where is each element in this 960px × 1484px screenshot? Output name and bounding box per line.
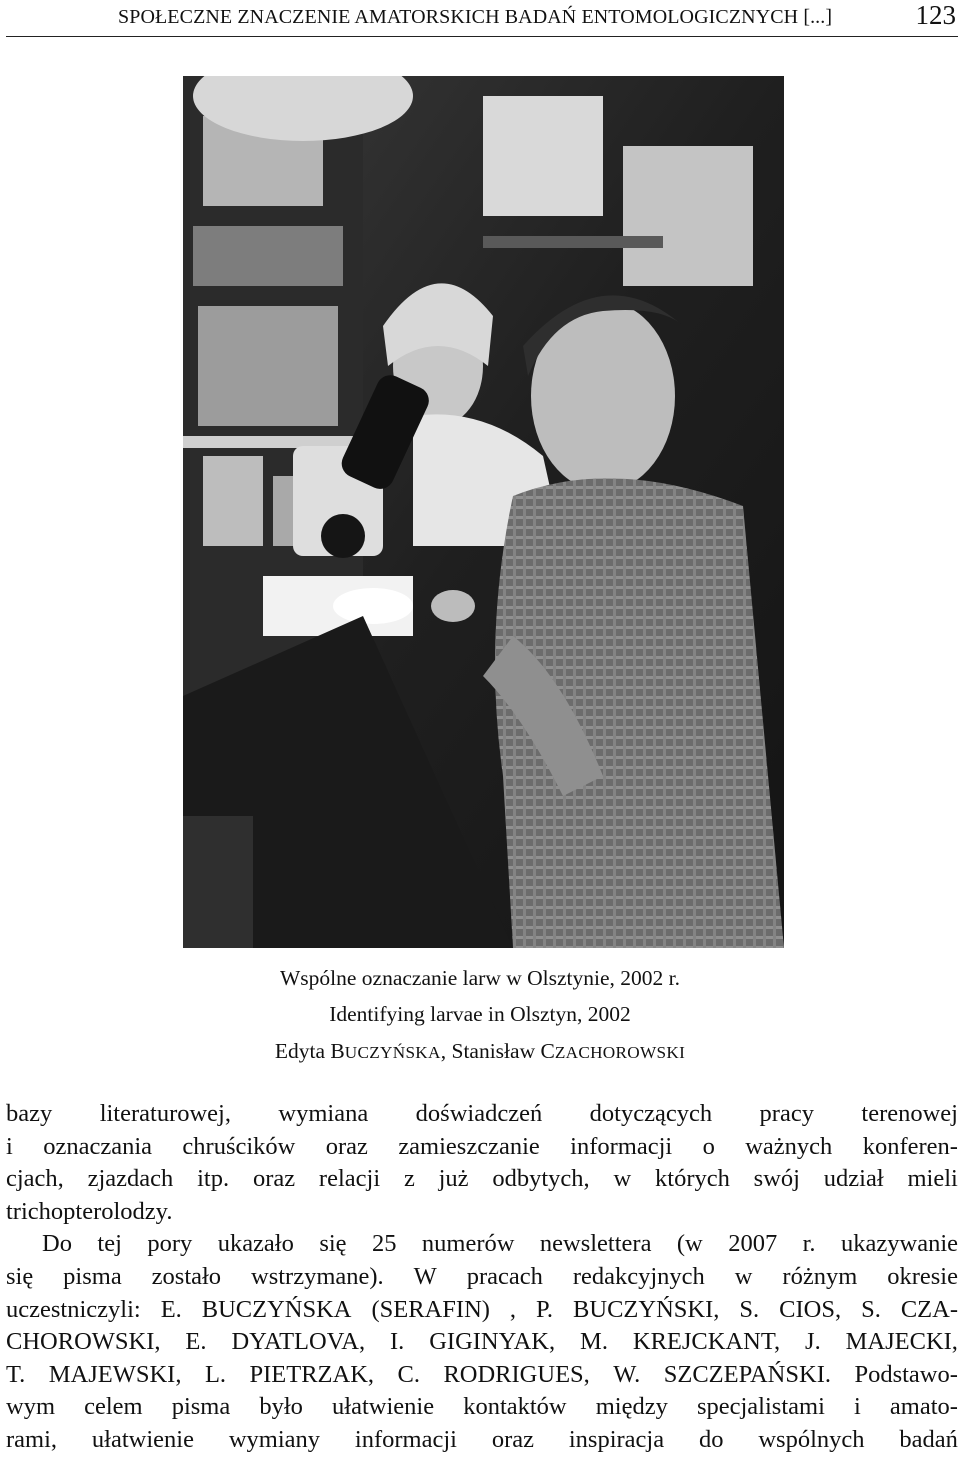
word: bazy bbox=[6, 1100, 53, 1127]
word: (SERAFIN) bbox=[371, 1295, 490, 1323]
word: między bbox=[595, 1393, 668, 1421]
word: w bbox=[613, 1165, 632, 1193]
word: , bbox=[509, 1295, 517, 1323]
word: informacji bbox=[354, 1425, 457, 1453]
word: S. bbox=[739, 1295, 760, 1323]
body-line bbox=[6, 1131, 958, 1164]
word: pracach bbox=[466, 1262, 543, 1290]
word: zjazdach bbox=[87, 1165, 174, 1193]
word: ułatwienie bbox=[91, 1425, 194, 1453]
word: wstrzymane). bbox=[251, 1262, 384, 1290]
word: Podstawo- bbox=[854, 1360, 958, 1388]
word: ukazywanie bbox=[841, 1230, 958, 1258]
word: było bbox=[259, 1393, 303, 1421]
word: już bbox=[438, 1165, 469, 1193]
body-line bbox=[6, 1163, 958, 1196]
word: informacji bbox=[570, 1132, 673, 1160]
word: E. bbox=[185, 1328, 207, 1356]
word: tej bbox=[97, 1230, 122, 1258]
word: I. bbox=[390, 1328, 405, 1356]
word: i bbox=[6, 1132, 13, 1160]
word: KREJCKANT, bbox=[632, 1328, 781, 1356]
word: CZA- bbox=[900, 1295, 958, 1323]
word: numerów bbox=[421, 1230, 515, 1258]
word: 2007 bbox=[728, 1230, 778, 1258]
word: chruścików bbox=[182, 1132, 296, 1160]
word: celem bbox=[84, 1393, 143, 1421]
word: relacji bbox=[318, 1165, 381, 1193]
word: których bbox=[655, 1165, 730, 1193]
word: odbytych, bbox=[492, 1165, 590, 1193]
word: wspólnych bbox=[758, 1425, 865, 1453]
body-line bbox=[6, 1098, 958, 1131]
running-head bbox=[6, 0, 958, 40]
word: z bbox=[403, 1165, 415, 1193]
word: literaturowej, bbox=[99, 1100, 231, 1127]
body-line bbox=[6, 1261, 958, 1294]
figure-caption-polish: Wspólne oznaczanie larw w Olsztynie, 2002 r. bbox=[279, 966, 680, 990]
body-line bbox=[6, 1228, 958, 1261]
credit-separator: , bbox=[440, 1039, 452, 1063]
word: oznaczania bbox=[43, 1132, 153, 1160]
word: SZCZEPAŃSKI. bbox=[663, 1360, 831, 1388]
body-line bbox=[6, 1424, 958, 1457]
word: itp. bbox=[197, 1165, 230, 1193]
word: w bbox=[734, 1262, 753, 1290]
word: r. bbox=[802, 1230, 816, 1258]
word: doświadczeń bbox=[415, 1100, 543, 1127]
word: J. bbox=[805, 1328, 821, 1356]
word: pory bbox=[147, 1230, 193, 1258]
word: pisma bbox=[171, 1393, 231, 1421]
word: CIOS, bbox=[779, 1295, 842, 1323]
credit-author1-rest: UCZYŃSKA bbox=[344, 1043, 441, 1062]
word: uczestniczyli: bbox=[6, 1295, 141, 1323]
credit-author2-rest: ZACHOROWSKI bbox=[554, 1043, 686, 1062]
word: cjach, bbox=[6, 1165, 64, 1193]
body-line bbox=[6, 1326, 958, 1359]
word: amato- bbox=[889, 1393, 958, 1421]
word: różnym bbox=[782, 1262, 858, 1290]
figure-caption-english: Identifying larvae in Olsztyn, 2002 bbox=[329, 1002, 631, 1026]
word: wymiana bbox=[278, 1100, 369, 1127]
word: W bbox=[413, 1262, 437, 1290]
word: się bbox=[319, 1230, 347, 1258]
word: specjalistami bbox=[696, 1393, 825, 1421]
word: (w bbox=[676, 1230, 703, 1258]
running-head-title: SPOŁECZNE ZNACZENIE AMATORSKICH BADAŃ ENTOMOLOGICZNYCH [...] bbox=[118, 6, 833, 28]
word: terenowej bbox=[861, 1100, 958, 1127]
word: RODRIGUES, bbox=[443, 1360, 590, 1388]
word: GIGINYAK, bbox=[429, 1328, 556, 1356]
word: pisma bbox=[63, 1262, 122, 1290]
word: W. bbox=[613, 1360, 641, 1388]
word: ułatwienie bbox=[332, 1393, 435, 1421]
word: konferen- bbox=[862, 1132, 958, 1160]
body-line bbox=[6, 1359, 958, 1392]
word: T. bbox=[6, 1360, 26, 1388]
word: oraz bbox=[252, 1165, 296, 1193]
body-line bbox=[6, 1391, 958, 1424]
word: L. bbox=[204, 1360, 227, 1388]
word: CHOROWSKI, bbox=[6, 1328, 161, 1356]
word: wym bbox=[6, 1393, 55, 1421]
word: i bbox=[854, 1393, 861, 1421]
photograph bbox=[183, 76, 784, 948]
word: M. bbox=[580, 1328, 608, 1356]
word: ukazało bbox=[217, 1230, 294, 1258]
credit-author2-first: Stanisław bbox=[451, 1039, 541, 1063]
word: newslettera bbox=[539, 1230, 652, 1258]
credit-author2-initial: C bbox=[540, 1039, 555, 1063]
word: 25 bbox=[371, 1230, 397, 1258]
word: S. bbox=[861, 1295, 881, 1323]
word: BUCZYŃSKA bbox=[201, 1295, 352, 1323]
header-rule bbox=[6, 36, 958, 37]
word: DYATLOVA, bbox=[231, 1328, 366, 1356]
page-number: 123 bbox=[915, 0, 956, 30]
credit-author1-first: Edyta bbox=[274, 1039, 331, 1063]
word: się bbox=[6, 1262, 34, 1290]
word: redakcyjnych bbox=[572, 1262, 705, 1290]
word: pracy bbox=[759, 1100, 814, 1127]
body-line bbox=[6, 1294, 958, 1327]
word: MAJECKI, bbox=[845, 1328, 958, 1356]
word: Do bbox=[42, 1230, 72, 1258]
word: zostało bbox=[151, 1262, 222, 1290]
word: C. bbox=[397, 1360, 420, 1388]
word: PIETRZAK, bbox=[249, 1360, 375, 1388]
word: E. bbox=[160, 1295, 182, 1323]
word: kontaktów bbox=[463, 1393, 567, 1421]
body-text bbox=[6, 1098, 958, 1457]
word: oraz bbox=[325, 1132, 368, 1160]
word: oraz bbox=[491, 1425, 534, 1453]
word: inspiracja bbox=[568, 1425, 665, 1453]
photograph-graphic bbox=[183, 76, 784, 948]
word: o bbox=[702, 1132, 715, 1160]
credit-author1-initial: B bbox=[330, 1039, 345, 1063]
word: badań bbox=[899, 1425, 958, 1453]
word: zamieszczanie bbox=[398, 1132, 540, 1160]
word: BUCZYŃSKI, bbox=[573, 1295, 720, 1323]
word: rami, bbox=[6, 1425, 58, 1453]
word: dotyczących bbox=[589, 1100, 713, 1127]
photo-credit bbox=[0, 1039, 960, 1064]
word: P. bbox=[536, 1295, 554, 1323]
word: udział bbox=[823, 1165, 884, 1193]
body-line: trichopterolodzy. bbox=[6, 1197, 173, 1225]
word: swój bbox=[753, 1165, 800, 1193]
word: MAJEWSKI, bbox=[48, 1360, 182, 1388]
word: mieli bbox=[907, 1165, 958, 1193]
word: ważnych bbox=[745, 1132, 833, 1160]
word: do bbox=[698, 1425, 724, 1453]
word: wymiany bbox=[228, 1425, 321, 1453]
word: okresie bbox=[887, 1262, 958, 1290]
